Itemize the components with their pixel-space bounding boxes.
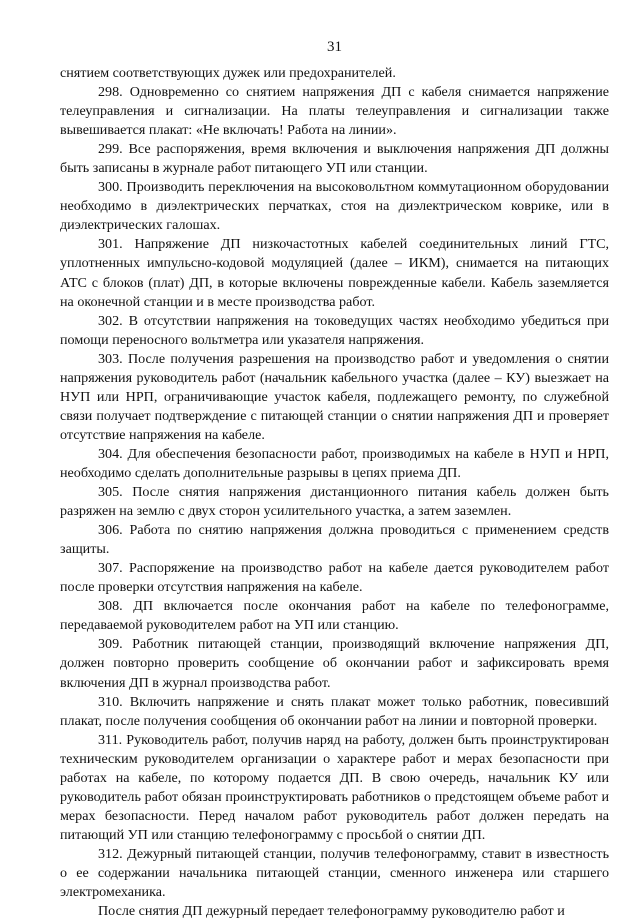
paragraph-307: 307. Распоряжение на производство работ на кабеле дается руководителем работ после проверки отсутствия напряжения на кабеле. <box>60 560 609 596</box>
paragraph-298: 298. Одновременно со снятием напряжения ДП с кабеля снимается напряжение телеуправления и сигнализации. На платы телеуправления и сигнализации также вывешивается плакат: «Не включать! Работа на линии». <box>60 84 609 139</box>
paragraph-302: 302. В отсутствии напряжения на токоведущих частях необходимо убедиться при помощи переносного вольтметра или указателя напряжения. <box>60 312 609 348</box>
paragraph-304: 304. Для обеспечения безопасности работ, производимых на кабеле в НУП и НРП, необходимо сделать дополнительные разрывы в цепях приема ДП. <box>60 445 609 481</box>
paragraph-310: 310. Включить напряжение и снять плакат может только работник, повесивший плакат, после получения сообщения об окончании работ на линии и повторной проверки. <box>60 693 609 729</box>
paragraph-305: 305. После снятия напряжения дистанционного питания кабель должен быть разряжен на землю с двух сторон усилительного участка, а затем заземлен. <box>60 484 609 520</box>
paragraph-299: 299. Все распоряжения, время включения и выключения напряжения ДП должны быть записаны в журнале работ питающего УП или станции. <box>60 141 609 177</box>
page-number: 31 <box>327 39 342 55</box>
paragraph-308: 308. ДП включается после окончания работ на кабеле по телефонограмме, передаваемой руководителем работ на УП или станцию. <box>60 598 609 634</box>
body-text <box>60 64 609 921</box>
paragraph-306: 306. Работа по снятию напряжения должна проводиться с применением средств защиты. <box>60 522 609 558</box>
paragraph-300: 300. Производить переключения на высоковольтном коммутационном оборудовании необходимо в диэлектрических перчатках, стоя на диэлектрическом коврике, или в диэлектрических галошах. <box>60 179 609 234</box>
paragraph-303: 303. После получения разрешения на производство работ и уведомления о снятии напряжения руководитель работ (начальник кабельного участка (далее – КУ) выезжает на НУП или НРП, ограничивающие участок кабеля, подлежащего ремонту, по служебной связи получает подтверждение с питающей станции о снятии напряжения ДП и проверяет отсутствие напряжения на кабеле. <box>60 350 609 443</box>
paragraph-311: 311. Руководитель работ, получив наряд на работу, должен быть проинструктирован техническим руководителем организации о характере работ и мерах безопасности при работах на кабеле, по которому подается ДП. В свою очередь, начальник КУ или руководитель работ обязан проинструктировать работников о предстоящем объеме работ и мерах безопасности. Перед началом работ руководитель работ должен передать на питающий УП или станцию телефонограмму с просьбой о снятии ДП. <box>60 731 609 843</box>
paragraph-309: 309. Работник питающей станции, производящий включение напряжения ДП, должен повторно проверить сообщение об окончании работ и зафиксировать время включения ДП в журнал производства работ. <box>60 636 609 691</box>
paragraph-301: 301. Напряжение ДП низкочастотных кабелей соединительных линий ГТС, уплотненных импульсно-кодовой модуляцией (далее – ИКМ), снимается на питающих АТС с блоков (плат) ДП, в которые включены поврежденные кабели. Кабель заземляется на оконечной станции и в месте производства работ. <box>60 236 609 310</box>
paragraph-312: 312. Дежурный питающей станции, получив телефонограмму, ставит в известность о ее содержании начальника питающей станции, сменного инженера или старшего электромеханика. <box>60 845 609 901</box>
paragraph-continuation: снятием соответствующих дужек или предохранителей. <box>60 65 396 81</box>
paragraph-312-continued: После снятия ДП дежурный передает телефонограмму руководителю работ и <box>98 903 565 920</box>
